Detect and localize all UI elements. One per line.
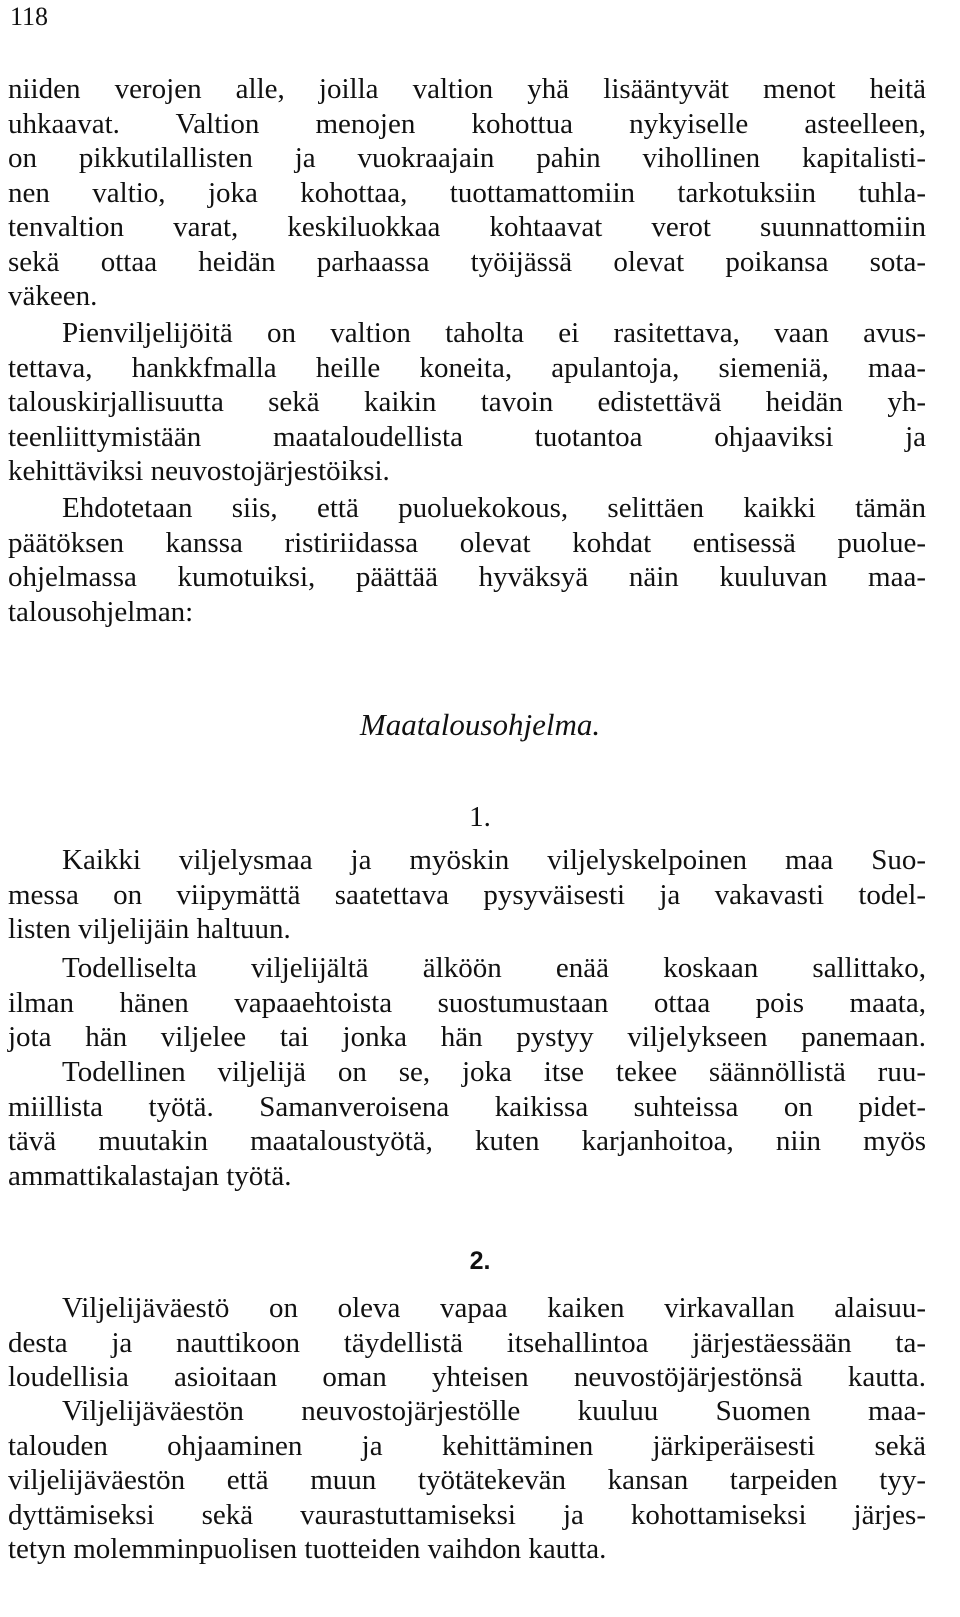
text-line: Pienviljelijöitä on valtion taholta ei rasitettava, vaan avus- bbox=[62, 317, 926, 349]
paragraph-intro bbox=[8, 72, 926, 314]
text-line: jota hän viljelee tai jonka hän pystyy viljelykseen panemaan. bbox=[8, 1021, 926, 1053]
text-line: on pikkutilallisten ja vuokraajain pahin vihollinen kapitalisti- bbox=[8, 142, 926, 174]
paragraph-pienviljelijat bbox=[8, 316, 926, 489]
text-line: ammattikalastajan työtä. bbox=[8, 1159, 292, 1192]
text-line: tettava, hankkfmalla heille koneita, apulantoja, siemeniä, maa- bbox=[8, 351, 926, 384]
text-line: messa on viipymättä saatettava pysyväisesti ja vakavasti todel- bbox=[8, 878, 926, 911]
text-line: niiden verojen alle, joilla valtion yhä lisääntyvät menot heitä bbox=[8, 73, 926, 105]
text-line: desta ja nauttikoon täydellistä itsehallintoa järjestäessään ta- bbox=[8, 1326, 926, 1359]
section-1-number: 1. bbox=[469, 801, 491, 833]
text-line: Todelliselta viljelijältä älköön enää koskaan sallittako, bbox=[62, 952, 926, 984]
text-line: Ehdotetaan siis, että puoluekokous, selittäen kaikki tämän bbox=[62, 492, 926, 524]
text-line: listen viljelijäin haltuun. bbox=[8, 913, 291, 945]
page-number: 118 bbox=[10, 2, 49, 31]
text-line: miillista työtä. Samanveroisena kaikissa suhteissa on pidet- bbox=[8, 1090, 926, 1123]
text-line: Todellinen viljelijä on se, joka itse tekee säännöllistä ruu- bbox=[62, 1056, 926, 1088]
text-line: talouskirjallisuutta sekä kaikin tavoin edistettävä heidän yh- bbox=[8, 386, 926, 418]
text-line: talouden ohjaaminen ja kehittäminen järkiperäisesti sekä bbox=[8, 1429, 926, 1462]
text-line: Viljelijäväestön neuvostojärjestölle kuuluu Suomen maa- bbox=[62, 1395, 926, 1427]
text-line: loudellisia asioitaan oman yhteisen neuvostöjärjestönsä kautta. bbox=[8, 1361, 926, 1393]
text-line: dyttämiseksi sekä vaurastuttamiseksi ja kohottamiseksi järjes- bbox=[8, 1498, 926, 1531]
text-line: sekä ottaa heidän parhaassa työijässä olevat poikansa sota- bbox=[8, 245, 926, 278]
text-line: tetyn molemminpuolisen tuotteiden vaihdon kautta. bbox=[8, 1533, 607, 1565]
text-line: nen valtio, joka kohottaa, tuottamattomiin tarkotuksiin tuhla- bbox=[8, 176, 926, 209]
section-1-paragraph-3 bbox=[8, 1055, 926, 1193]
text-line: Kaikki viljelysmaa ja myöskin viljelyskelpoinen maa Suo- bbox=[62, 844, 926, 876]
text-line: tävä muutakin maataloustyötä, kuten karjanhoitoa, niin myös bbox=[8, 1125, 926, 1157]
section-2-paragraph-2 bbox=[8, 1394, 926, 1567]
program-title: Maatalousohjelma. bbox=[359, 707, 601, 742]
section-1-paragraph-1 bbox=[8, 843, 926, 947]
section-2-number: 2. bbox=[469, 1247, 491, 1275]
text-line: päätöksen kanssa ristiriidassa olevat kohdat entisessä puolue- bbox=[8, 526, 926, 559]
text-line: talousohjelman: bbox=[8, 595, 194, 628]
text-line: ilman hänen vapaaehtoista suostumustaan ottaa pois maata, bbox=[8, 986, 926, 1019]
text-line: väkeen. bbox=[8, 280, 98, 312]
text-line: Viljelijäväestö on oleva vapaa kaiken virkavallan alaisuu- bbox=[62, 1292, 926, 1324]
text-line: teenliittymistään maataloudellista tuotantoa ohjaaviksi ja bbox=[8, 420, 926, 453]
text-line: uhkaavat. Valtion menojen kohottua nykyiselle asteelleen, bbox=[8, 107, 926, 140]
text-line: kehittäviksi neuvostojärjestöiksi. bbox=[8, 455, 390, 487]
text-line: ohjelmassa kumotuiksi, päättää hyväksyä näin kuuluvan maa- bbox=[8, 561, 926, 593]
section-1-paragraph-2 bbox=[8, 951, 926, 1055]
text-line: viljelijäväestön että muun työtätekevän kansan tarpeiden tyy- bbox=[8, 1464, 926, 1496]
paragraph-ehdotetaan bbox=[8, 491, 926, 629]
text-line: tenvaltion varat, keskiluokkaa kohtaavat verot suunnattomiin bbox=[8, 211, 926, 243]
section-2-paragraph-1 bbox=[8, 1291, 926, 1395]
